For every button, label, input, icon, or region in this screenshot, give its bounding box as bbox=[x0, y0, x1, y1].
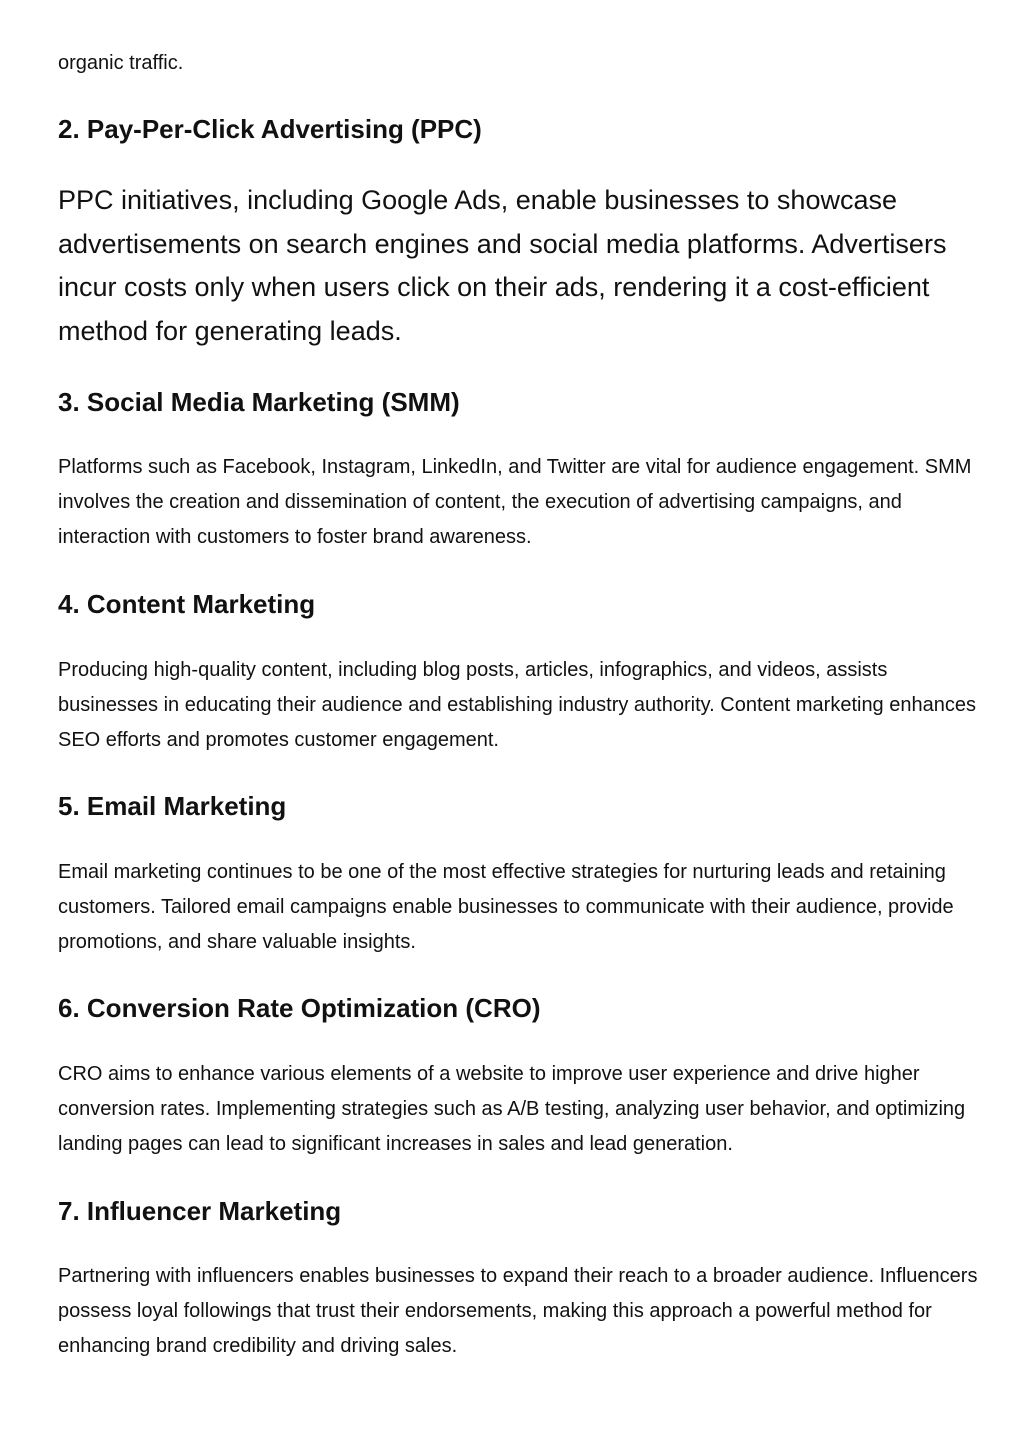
section-body-email-marketing: Email marketing continues to be one of the most effective strategies for nurturing leads and retaining customers. Tailored email campaigns enable businesses to communicate with their audience, provide promotions, and share valuable insights. bbox=[58, 861, 954, 953]
section-heading-email-marketing: 5. Email Marketing bbox=[58, 791, 287, 821]
section-body-influencer-marketing: Partnering with influencers enables businesses to expand their reach to a broader audience. Influencers possess loyal followings that trust their endorsements, making this approach a powerful method for enhancing brand credibility and driving sales. bbox=[58, 1265, 978, 1357]
section-body-ppc: PPC initiatives, including Google Ads, enable businesses to showcase advertisements on search engines and social media platforms. Advertisers incur costs only when users click on their ads, rendering it a cost-efficient method for generating leads. bbox=[58, 185, 947, 346]
section-heading-influencer-marketing: 7. Influencer Marketing bbox=[58, 1196, 342, 1226]
section-body-content-marketing: Producing high-quality content, including blog posts, articles, infographics, and videos, assists businesses in educating their audience and establishing industry authority. Content marketing enhances SEO efforts and promotes customer engagement. bbox=[58, 659, 976, 751]
section-body-smm: Platforms such as Facebook, Instagram, LinkedIn, and Twitter are vital for audience engagement. SMM involves the creation and dissemination of content, the execution of advertising campaigns, and interaction with customers to foster brand awareness. bbox=[58, 456, 972, 548]
section-heading-cro: 6. Conversion Rate Optimization (CRO) bbox=[58, 993, 541, 1023]
section-body-cro: CRO aims to enhance various elements of a website to improve user experience and drive higher conversion rates. Implementing strategies such as A/B testing, analyzing user behavior, and optimizing landing pages can lead to significant increases in sales and lead generation. bbox=[58, 1063, 966, 1155]
section-heading-ppc: 2. Pay-Per-Click Advertising (PPC) bbox=[58, 114, 482, 144]
section-heading-content-marketing: 4. Content Marketing bbox=[58, 589, 316, 619]
intro-paragraph-tail: organic traffic. bbox=[58, 52, 184, 74]
section-heading-smm: 3. Social Media Marketing (SMM) bbox=[58, 387, 460, 417]
